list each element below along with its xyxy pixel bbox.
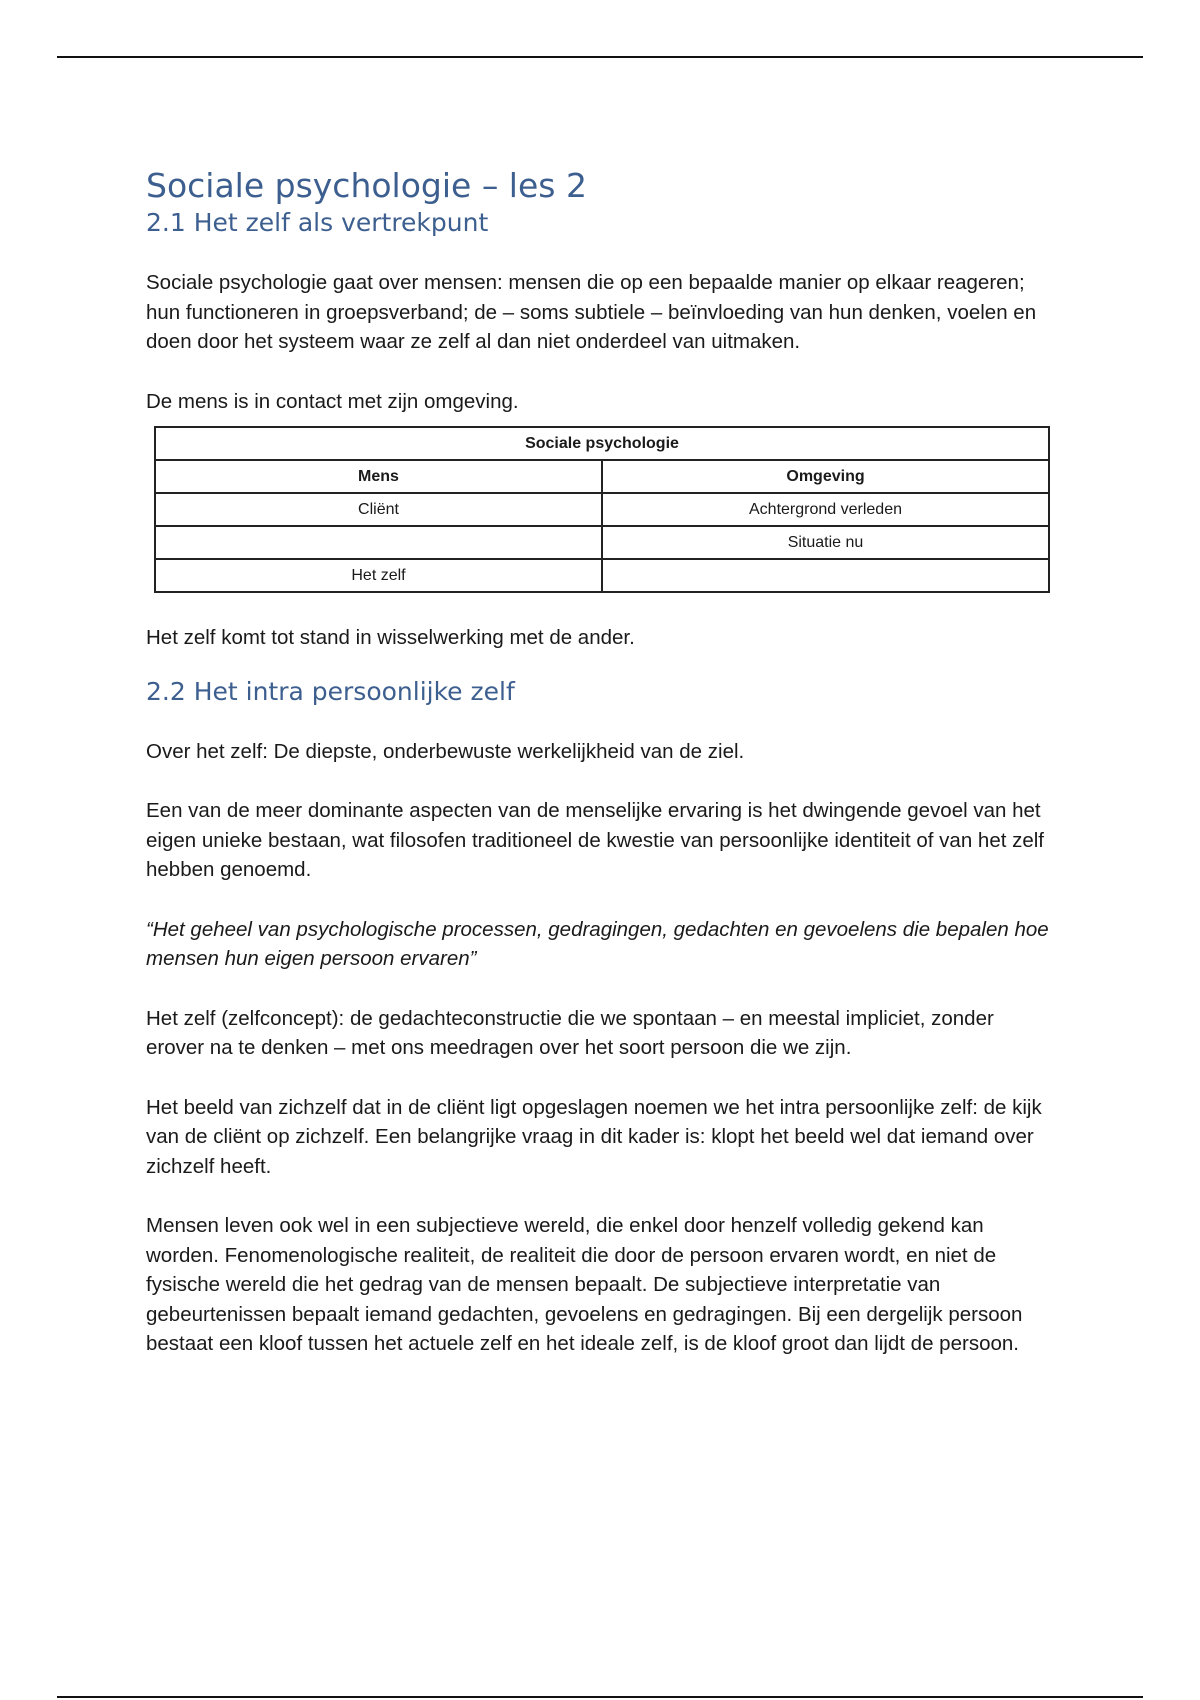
table-row bbox=[155, 493, 1049, 526]
table-header-row bbox=[155, 460, 1049, 493]
table-row bbox=[155, 526, 1049, 559]
paragraph-about-self: Over het zelf: De diepste, onderbewuste werkelijkheid van de ziel. bbox=[146, 739, 745, 763]
section-heading-2-2: 2.2 Het intra persoonlijke zelf bbox=[146, 676, 515, 706]
document-body bbox=[146, 166, 1056, 1359]
paragraph-self-concept: Het zelf (zelfconcept): de gedachteconstructie die we spontaan – en meestal impliciet, zonder erover na te denken – met ons meedragen over het soort persoon die we zijn. bbox=[146, 1006, 994, 1059]
footer-rule bbox=[57, 1696, 1143, 1698]
paragraph-identity: Een van de meer dominante aspecten van de menselijke ervaring is het dwingende gevoel van het eigen unieke bestaan, wat filosofen traditioneel de kwestie van persoonlijke identiteit of van het zelf hebben genoemd. bbox=[146, 799, 1045, 881]
psychology-table bbox=[154, 426, 1050, 593]
table-header-cell: Omgeving bbox=[602, 460, 1049, 493]
quote-definition: “Het geheel van psychologische processen, gedragingen, gedachten en gevoelens die bepalen hoe mensen hun eigen persoon ervaren” bbox=[146, 917, 1049, 970]
table-header-cell: Mens bbox=[155, 460, 602, 493]
table-cell: Achtergrond verleden bbox=[602, 493, 1049, 526]
table-cell bbox=[602, 559, 1049, 592]
table-row bbox=[155, 559, 1049, 592]
paragraph-intro: Sociale psychologie gaat over mensen: mensen die op een bepaalde manier op elkaar reageren; hun functioneren in groepsverband; de – soms subtiele – beïnvloeding van hun denken, voelen en doen door het systeem waar ze zelf al dan niet onderdeel van uitmaken. bbox=[146, 271, 1037, 353]
paragraph-subjective-world: Mensen leven ook wel in een subjectieve wereld, die enkel door henzelf volledig gekend kan worden. Fenomenologische realiteit, de realiteit die door de persoon ervaren wordt, en niet de fysische wereld die het gedrag van de mensen bepaalt. De subjectieve interpretatie van gebeurtenissen bepaalt iemand gedachten, gevoelens en gedragingen. Bij een dergelijk persoon bestaat een kloof tussen het actuele zelf en het ideale zelf, is de kloof groot dan lijdt de persoon. bbox=[146, 1214, 1023, 1355]
table-cell: Het zelf bbox=[155, 559, 602, 592]
header-rule bbox=[57, 56, 1143, 58]
table-title-row bbox=[155, 427, 1049, 460]
paragraph-interaction: Het zelf komt tot stand in wisselwerking met de ander. bbox=[146, 626, 635, 649]
document-title: Sociale psychologie – les 2 bbox=[146, 166, 587, 205]
paragraph-intrapersonal-self: Het beeld van zichzelf dat in de cliënt ligt opgeslagen noemen we het intra persoonlijke zelf: de kijk van de cliënt op zichzelf. Een belangrijke vraag in dit kader is: klopt het beeld wel dat iemand over zichzelf heeft. bbox=[146, 1095, 1042, 1178]
table-cell: Situatie nu bbox=[602, 526, 1049, 559]
table-cell: Cliënt bbox=[155, 493, 602, 526]
section-heading-2-1: 2.1 Het zelf als vertrekpunt bbox=[146, 208, 489, 237]
table-title: Sociale psychologie bbox=[155, 427, 1049, 460]
paragraph-contact: De mens is in contact met zijn omgeving. bbox=[146, 389, 519, 413]
table-cell bbox=[155, 526, 602, 559]
